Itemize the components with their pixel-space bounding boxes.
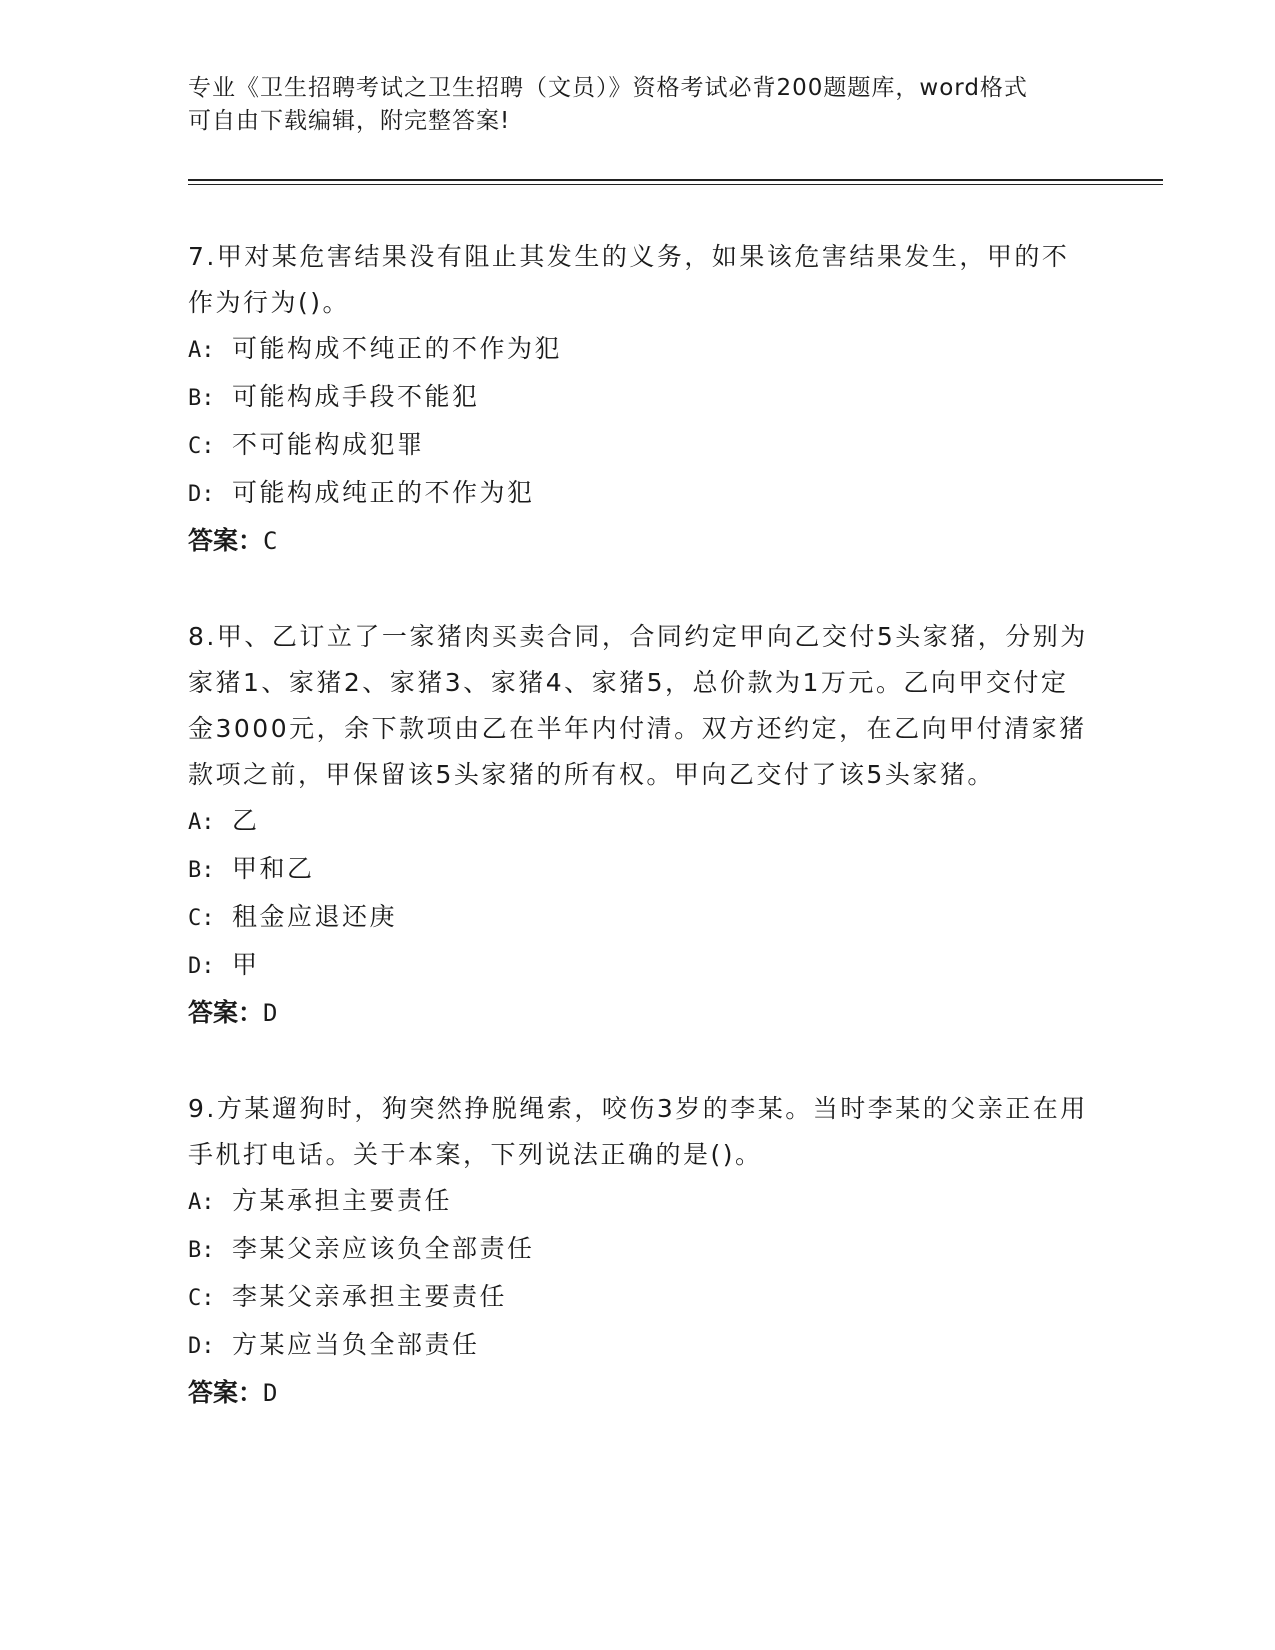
document-header bbox=[188, 72, 1068, 138]
option-text: 不可能构成犯罪 bbox=[232, 430, 425, 459]
option-text: 甲 bbox=[232, 950, 260, 979]
option-text: 方某应当负全部责任 bbox=[232, 1330, 480, 1359]
answer-value: D bbox=[263, 1379, 278, 1407]
answer-value: D bbox=[263, 999, 278, 1027]
option-key: B: bbox=[188, 858, 215, 883]
option-key: B: bbox=[188, 1238, 215, 1263]
option-a bbox=[188, 798, 1088, 846]
answer-line bbox=[188, 990, 1088, 1036]
option-key: D: bbox=[188, 954, 215, 979]
option-text: 租金应退还庚 bbox=[232, 902, 398, 931]
option-key: C: bbox=[188, 906, 215, 931]
question-text: 9.方某遛狗时，狗突然挣脱绳索，咬伤3岁的李某。当时李某的父亲正在用手机打电话。关于本案，下列说法正确的是()。 bbox=[188, 1094, 1088, 1169]
option-text: 李某父亲承担主要责任 bbox=[232, 1282, 508, 1311]
option-b bbox=[188, 1226, 1088, 1274]
option-b bbox=[188, 846, 1088, 894]
option-c bbox=[188, 894, 1088, 942]
option-key: D: bbox=[188, 1334, 215, 1359]
option-text: 可能构成不纯正的不作为犯 bbox=[232, 334, 563, 363]
option-a bbox=[188, 1178, 1088, 1226]
option-d bbox=[188, 470, 1088, 518]
question-list bbox=[188, 234, 1088, 1466]
header-rule-thin bbox=[188, 184, 1163, 185]
header-line-2: 可自由下载编辑，附完整答案! bbox=[188, 108, 511, 134]
answer-label: 答案： bbox=[188, 526, 264, 555]
question-text: 8.甲、乙订立了一家猪肉买卖合同，合同约定甲向乙交付5头家猪，分别为家猪1、家猪2、家猪3、家猪4、家猪5，总价款为1万元。乙向甲交付定金3000元，余下款项由乙在半年内付清。双方还约定，在乙向甲付清家猪款项之前，甲保留该5头家猪的所有权。甲向乙交付了该5头家猪。 bbox=[188, 622, 1088, 789]
option-a bbox=[188, 326, 1088, 374]
option-text: 李某父亲应该负全部责任 bbox=[232, 1234, 535, 1263]
option-b bbox=[188, 374, 1088, 422]
question-7 bbox=[188, 234, 1088, 564]
option-c bbox=[188, 1274, 1088, 1322]
answer-label: 答案： bbox=[188, 998, 264, 1027]
option-text: 方某承担主要责任 bbox=[232, 1186, 453, 1215]
option-key: C: bbox=[188, 434, 215, 459]
answer-line bbox=[188, 518, 1088, 564]
option-d bbox=[188, 1322, 1088, 1370]
option-c bbox=[188, 422, 1088, 470]
option-text: 可能构成手段不能犯 bbox=[232, 382, 480, 411]
option-key: B: bbox=[188, 386, 215, 411]
answer-label: 答案： bbox=[188, 1378, 264, 1407]
option-d bbox=[188, 942, 1088, 990]
header-rule-thick bbox=[188, 179, 1163, 181]
option-key: D: bbox=[188, 482, 215, 507]
header-line-1: 专业《卫生招聘考试之卫生招聘（文员）》资格考试必背200题题库，word格式 bbox=[188, 75, 1028, 101]
option-key: A: bbox=[188, 338, 215, 363]
answer-line bbox=[188, 1370, 1088, 1416]
answer-value: C bbox=[263, 527, 278, 555]
question-9 bbox=[188, 1086, 1088, 1416]
option-text: 乙 bbox=[232, 806, 260, 835]
option-key: A: bbox=[188, 810, 215, 835]
option-key: A: bbox=[188, 1190, 215, 1215]
option-text: 可能构成纯正的不作为犯 bbox=[232, 478, 535, 507]
question-8 bbox=[188, 614, 1088, 1036]
option-text: 甲和乙 bbox=[232, 854, 315, 883]
question-text: 7.甲对某危害结果没有阻止其发生的义务，如果该危害结果发生，甲的不作为行为()。 bbox=[188, 242, 1070, 317]
option-key: C: bbox=[188, 1286, 215, 1311]
